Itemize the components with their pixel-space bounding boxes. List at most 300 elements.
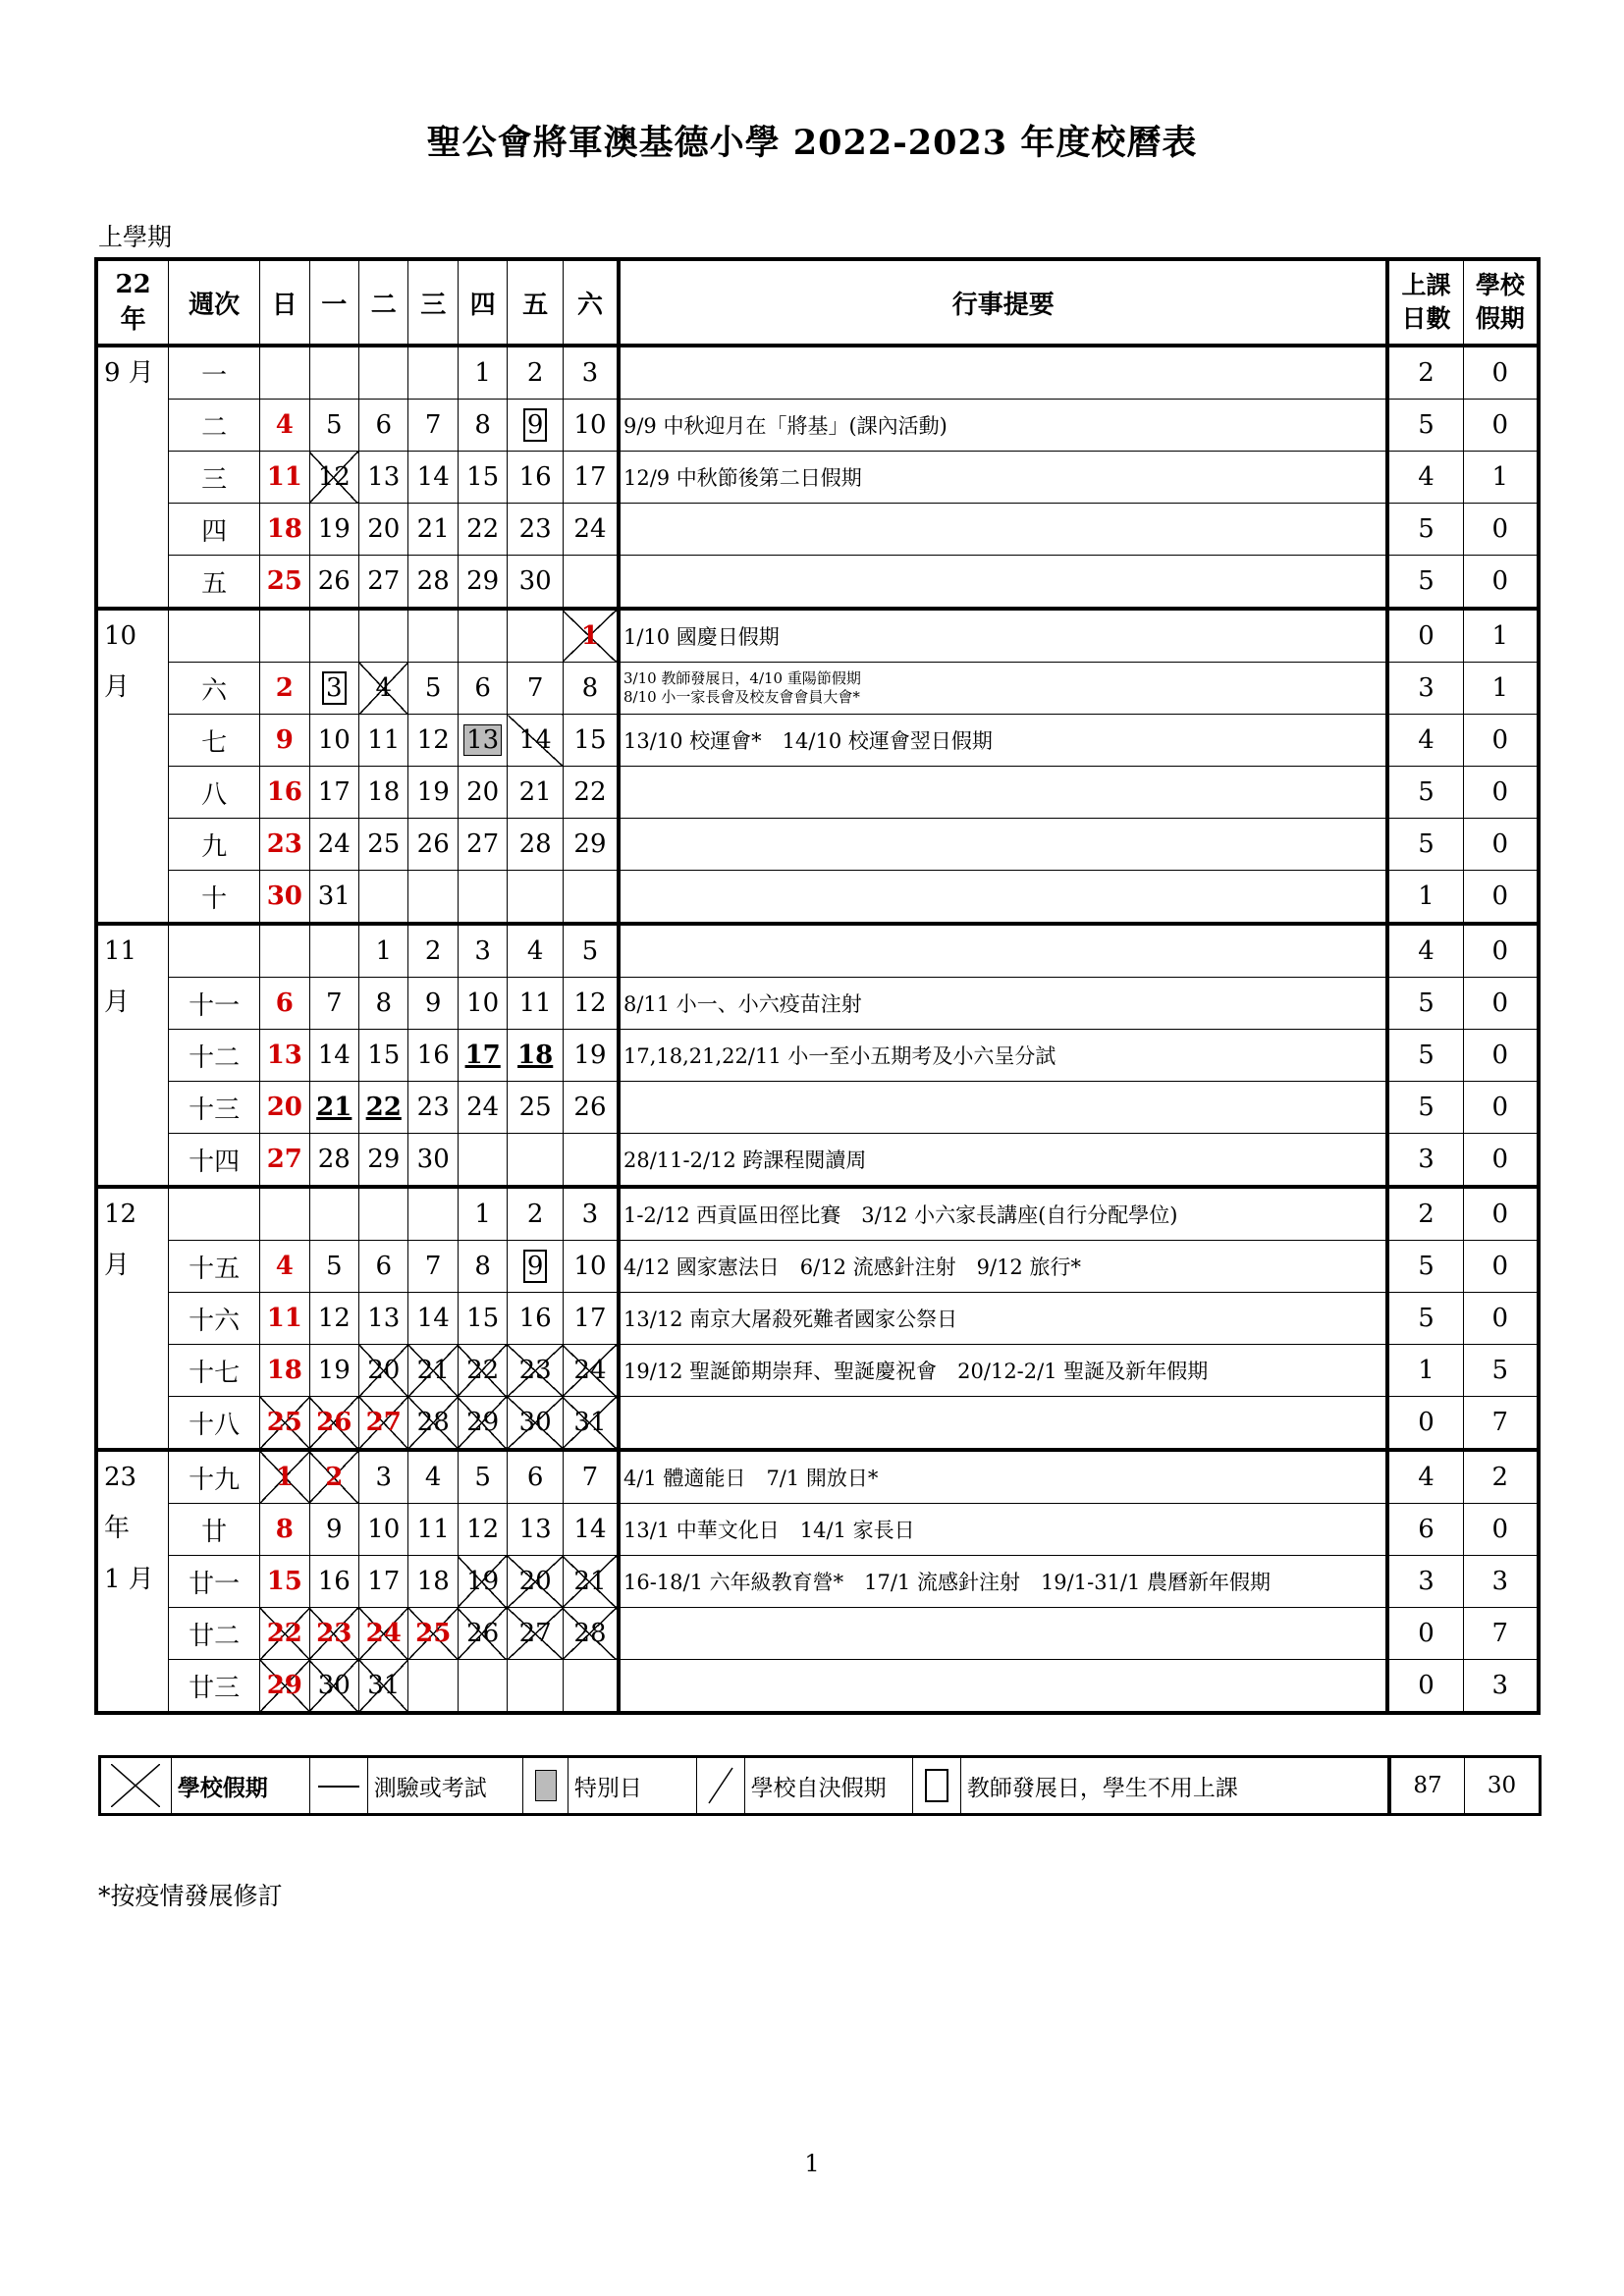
day-wed: 28 xyxy=(408,556,458,610)
day-wed: 25 xyxy=(408,1608,458,1660)
day-sat: 15 xyxy=(563,715,619,767)
day-sat: 21 xyxy=(563,1556,619,1608)
holidays-count: 0 xyxy=(1463,346,1539,400)
week-number: 廿三 xyxy=(169,1660,260,1714)
day-thu: 22 xyxy=(458,504,507,556)
events-cell: 12/9 中秋節後第二日假期 xyxy=(619,452,1387,504)
events-cell: 13/10 校運會* 14/10 校運會翌日假期 xyxy=(619,715,1387,767)
day-sat: 5 xyxy=(563,924,619,978)
schooldays-count: 0 xyxy=(1387,609,1463,663)
calendar-table xyxy=(94,257,1541,1715)
week-number: 廿 xyxy=(169,1504,260,1556)
day-fri: 4 xyxy=(508,924,564,978)
day-number: 9 xyxy=(523,1250,548,1283)
day-sun: 1 xyxy=(260,1450,309,1504)
day-mon: 31 xyxy=(309,871,358,925)
calendar-week-row xyxy=(96,871,1539,925)
holidays-count: 0 xyxy=(1463,715,1539,767)
schooldays-count: 1 xyxy=(1387,1345,1463,1397)
day-wed: 12 xyxy=(408,715,458,767)
legend-holiday-label: 學校假期 xyxy=(171,1757,309,1815)
day-thu: 20 xyxy=(458,767,507,819)
day-fri: 28 xyxy=(508,819,564,871)
day-sat: 19 xyxy=(563,1030,619,1082)
day-thu: 3 xyxy=(458,924,507,978)
day-sun: 27 xyxy=(260,1134,309,1188)
day-sun: 29 xyxy=(260,1660,309,1714)
day-fri xyxy=(508,1241,564,1293)
day-fri: 6 xyxy=(508,1450,564,1504)
day-thu: 27 xyxy=(458,819,507,871)
day-sun: 20 xyxy=(260,1082,309,1134)
day-tue: 18 xyxy=(359,767,408,819)
day-thu: 5 xyxy=(458,1450,507,1504)
day-fri: 25 xyxy=(508,1082,564,1134)
day-fri: 23 xyxy=(508,1345,564,1397)
day-wed: 26 xyxy=(408,819,458,871)
schooldays-count: 5 xyxy=(1387,1030,1463,1082)
day-mon: 16 xyxy=(309,1556,358,1608)
day-fri: 23 xyxy=(508,504,564,556)
slash-icon xyxy=(707,1766,734,1805)
calendar-body xyxy=(96,346,1539,1713)
day-tue: 17 xyxy=(359,1556,408,1608)
week-number: 二 xyxy=(169,400,260,452)
day-tue: 20 xyxy=(359,1345,408,1397)
events-cell: 8/11 小一、小六疫苗注射 xyxy=(619,978,1387,1030)
header-fri: 五 xyxy=(508,259,564,346)
schooldays-count: 0 xyxy=(1387,1397,1463,1451)
events-cell: 9/9 中秋迎月在「將基」(課內活動) xyxy=(619,400,1387,452)
day-number: 3 xyxy=(322,671,347,705)
events-cell: 4/1 體適能日 7/1 開放日* xyxy=(619,1450,1387,1504)
day-wed: 11 xyxy=(408,1504,458,1556)
month-label: 12 月 xyxy=(96,1187,169,1450)
schooldays-count: 5 xyxy=(1387,1293,1463,1345)
legend-decided-label: 學校自決假期 xyxy=(744,1757,913,1815)
week-number: 七 xyxy=(169,715,260,767)
header-week: 週次 xyxy=(169,259,260,346)
holidays-count: 0 xyxy=(1463,1293,1539,1345)
day-fri: 7 xyxy=(508,663,564,715)
day-sun xyxy=(260,924,309,978)
events-cell: 17,18,21,22/11 小一至小五期考及小六呈分試 xyxy=(619,1030,1387,1082)
day-sun: 16 xyxy=(260,767,309,819)
day-thu: 10 xyxy=(458,978,507,1030)
day-sat xyxy=(563,871,619,925)
events-cell xyxy=(619,767,1387,819)
holidays-count: 0 xyxy=(1463,871,1539,925)
day-fri: 30 xyxy=(508,1397,564,1451)
legend-decided-symbol xyxy=(697,1757,744,1815)
schooldays-count: 5 xyxy=(1387,819,1463,871)
day-sat: 29 xyxy=(563,819,619,871)
day-tue xyxy=(359,1082,408,1134)
day-mon: 7 xyxy=(309,978,358,1030)
day-number: 18 xyxy=(517,1041,554,1070)
day-thu: 24 xyxy=(458,1082,507,1134)
total-schooldays: 87 xyxy=(1389,1757,1465,1815)
day-mon: 24 xyxy=(309,819,358,871)
day-tue: 10 xyxy=(359,1504,408,1556)
day-wed: 18 xyxy=(408,1556,458,1608)
day-thu xyxy=(458,1030,507,1082)
day-wed xyxy=(408,1187,458,1241)
day-wed: 14 xyxy=(408,1293,458,1345)
schooldays-count: 5 xyxy=(1387,400,1463,452)
day-thu: 1 xyxy=(458,346,507,400)
day-thu: 8 xyxy=(458,400,507,452)
holidays-count: 0 xyxy=(1463,556,1539,610)
events-cell xyxy=(619,346,1387,400)
day-thu xyxy=(458,1660,507,1714)
day-number: 21 xyxy=(316,1093,352,1122)
day-wed: 9 xyxy=(408,978,458,1030)
week-number: 廿二 xyxy=(169,1608,260,1660)
schooldays-count: 0 xyxy=(1387,1608,1463,1660)
calendar-week-row xyxy=(96,767,1539,819)
day-sat: 3 xyxy=(563,346,619,400)
header-sat: 六 xyxy=(563,259,619,346)
day-mon: 26 xyxy=(309,556,358,610)
calendar-week-row xyxy=(96,1608,1539,1660)
week-number: 十六 xyxy=(169,1293,260,1345)
events-cell: 4/12 國家憲法日 6/12 流感針注射 9/12 旅行* xyxy=(619,1241,1387,1293)
day-sun: 15 xyxy=(260,1556,309,1608)
events-cell xyxy=(619,819,1387,871)
day-thu: 26 xyxy=(458,1608,507,1660)
schooldays-count: 6 xyxy=(1387,1504,1463,1556)
events-cell xyxy=(619,556,1387,610)
day-tue: 8 xyxy=(359,978,408,1030)
day-wed: 4 xyxy=(408,1450,458,1504)
schooldays-count: 2 xyxy=(1387,346,1463,400)
dash-icon xyxy=(318,1786,359,1788)
holidays-count: 7 xyxy=(1463,1608,1539,1660)
calendar-week-row xyxy=(96,819,1539,871)
week-number: 九 xyxy=(169,819,260,871)
calendar-week-row xyxy=(96,400,1539,452)
calendar-week-row xyxy=(96,1293,1539,1345)
holidays-count: 0 xyxy=(1463,504,1539,556)
day-fri: 13 xyxy=(508,1504,564,1556)
holidays-count: 1 xyxy=(1463,663,1539,715)
day-mon: 19 xyxy=(309,504,358,556)
events-cell xyxy=(619,871,1387,925)
month-label: 23 年 1 月 xyxy=(96,1450,169,1713)
day-fri: 2 xyxy=(508,1187,564,1241)
calendar-week-row xyxy=(96,715,1539,767)
schooldays-count: 3 xyxy=(1387,1556,1463,1608)
week-number xyxy=(169,1187,260,1241)
calendar-week-row xyxy=(96,924,1539,978)
day-wed: 5 xyxy=(408,663,458,715)
day-sun: 25 xyxy=(260,1397,309,1451)
holidays-count: 3 xyxy=(1463,1660,1539,1714)
footnote: *按疫情發展修訂 xyxy=(98,1882,283,1910)
cross-icon xyxy=(111,1764,160,1807)
schooldays-count: 3 xyxy=(1387,1134,1463,1188)
day-sat: 10 xyxy=(563,1241,619,1293)
day-thu xyxy=(458,609,507,663)
header-sun: 日 xyxy=(260,259,309,346)
day-mon xyxy=(309,346,358,400)
term-label: 上學期 xyxy=(98,223,173,251)
day-sat: 24 xyxy=(563,504,619,556)
day-sat: 17 xyxy=(563,1293,619,1345)
day-wed xyxy=(408,871,458,925)
day-thu: 19 xyxy=(458,1556,507,1608)
day-sat: 10 xyxy=(563,400,619,452)
day-fri xyxy=(508,1660,564,1714)
day-wed xyxy=(408,1660,458,1714)
calendar-week-row xyxy=(96,1504,1539,1556)
week-number: 十五 xyxy=(169,1241,260,1293)
day-tue: 25 xyxy=(359,819,408,871)
day-thu: 15 xyxy=(458,1293,507,1345)
day-tue: 1 xyxy=(359,924,408,978)
day-tue: 4 xyxy=(359,663,408,715)
day-wed: 30 xyxy=(408,1134,458,1188)
schooldays-count: 4 xyxy=(1387,715,1463,767)
events-cell: 13/12 南京大屠殺死難者國家公祭日 xyxy=(619,1293,1387,1345)
day-sun: 18 xyxy=(260,1345,309,1397)
day-thu: 29 xyxy=(458,556,507,610)
day-fri: 14 xyxy=(508,715,564,767)
header-thu: 四 xyxy=(458,259,507,346)
day-sun: 6 xyxy=(260,978,309,1030)
day-sat: 26 xyxy=(563,1082,619,1134)
events-cell xyxy=(619,1608,1387,1660)
day-mon: 12 xyxy=(309,1293,358,1345)
day-fri xyxy=(508,1030,564,1082)
day-sat: 12 xyxy=(563,978,619,1030)
day-fri xyxy=(508,609,564,663)
schooldays-count: 5 xyxy=(1387,1241,1463,1293)
day-mon xyxy=(309,1082,358,1134)
day-tue: 13 xyxy=(359,452,408,504)
day-sun: 2 xyxy=(260,663,309,715)
day-fri: 30 xyxy=(508,556,564,610)
day-mon: 14 xyxy=(309,1030,358,1082)
day-thu: 8 xyxy=(458,1241,507,1293)
week-number: 十 xyxy=(169,871,260,925)
day-sun: 9 xyxy=(260,715,309,767)
day-sun xyxy=(260,346,309,400)
holidays-count: 0 xyxy=(1463,819,1539,871)
day-mon: 2 xyxy=(309,1450,358,1504)
day-mon: 30 xyxy=(309,1660,358,1714)
week-number: 十九 xyxy=(169,1450,260,1504)
day-tue xyxy=(359,346,408,400)
day-tue: 24 xyxy=(359,1608,408,1660)
day-sat: 14 xyxy=(563,1504,619,1556)
week-number: 八 xyxy=(169,767,260,819)
holidays-count: 0 xyxy=(1463,1504,1539,1556)
events-cell: 19/12 聖誕節期崇拜、聖誕慶祝會 20/12-2/1 聖誕及新年假期 xyxy=(619,1345,1387,1397)
holidays-count: 0 xyxy=(1463,1134,1539,1188)
calendar-week-row xyxy=(96,1241,1539,1293)
events-cell xyxy=(619,1397,1387,1451)
schooldays-count: 4 xyxy=(1387,452,1463,504)
day-tue: 3 xyxy=(359,1450,408,1504)
day-sat: 3 xyxy=(563,1187,619,1241)
day-sat xyxy=(563,556,619,610)
day-sun: 4 xyxy=(260,400,309,452)
day-tue: 6 xyxy=(359,400,408,452)
day-wed: 28 xyxy=(408,1397,458,1451)
schooldays-count: 4 xyxy=(1387,924,1463,978)
day-tue: 6 xyxy=(359,1241,408,1293)
day-tue: 29 xyxy=(359,1134,408,1188)
day-thu: 15 xyxy=(458,452,507,504)
week-number: 六 xyxy=(169,663,260,715)
day-mon: 12 xyxy=(309,452,358,504)
day-fri: 27 xyxy=(508,1608,564,1660)
legend-teacher-symbol xyxy=(913,1757,960,1815)
events-cell xyxy=(619,1660,1387,1714)
day-sat: 22 xyxy=(563,767,619,819)
day-tue: 27 xyxy=(359,1397,408,1451)
day-mon xyxy=(309,609,358,663)
page-number: 1 xyxy=(804,2150,820,2177)
day-sun: 25 xyxy=(260,556,309,610)
month-label: 10 月 xyxy=(96,609,169,924)
week-number: 十一 xyxy=(169,978,260,1030)
schooldays-count: 5 xyxy=(1387,1082,1463,1134)
legend-teacher-label: 教師發展日，學生不用上課 xyxy=(960,1757,1388,1815)
holidays-count: 0 xyxy=(1463,924,1539,978)
day-sun: 18 xyxy=(260,504,309,556)
header-holidays: 學校假期 xyxy=(1463,259,1539,346)
header-schooldays: 上課日數 xyxy=(1387,259,1463,346)
week-number: 廿一 xyxy=(169,1556,260,1608)
events-cell xyxy=(619,504,1387,556)
legend-special-label: 特別日 xyxy=(568,1757,696,1815)
total-holidays: 30 xyxy=(1465,1757,1541,1815)
week-number: 三 xyxy=(169,452,260,504)
page-title: 聖公會將軍澳基德小學 2022-2023 年度校曆表 xyxy=(426,123,1198,163)
week-number xyxy=(169,609,260,663)
events-cell: 13/1 中華文化日 14/1 家長日 xyxy=(619,1504,1387,1556)
day-fri: 11 xyxy=(508,978,564,1030)
day-tue: 20 xyxy=(359,504,408,556)
calendar-week-row xyxy=(96,1450,1539,1504)
legend-exam-symbol xyxy=(310,1757,368,1815)
day-tue xyxy=(359,609,408,663)
day-sat: 28 xyxy=(563,1608,619,1660)
day-tue: 31 xyxy=(359,1660,408,1714)
events-cell: 16-18/1 六年級教育營* 17/1 流感針注射 19/1-31/1 農曆新年假期 xyxy=(619,1556,1387,1608)
calendar-week-row xyxy=(96,1134,1539,1188)
holidays-count: 0 xyxy=(1463,1082,1539,1134)
week-number: 十三 xyxy=(169,1082,260,1134)
day-fri: 21 xyxy=(508,767,564,819)
day-wed: 14 xyxy=(408,452,458,504)
schooldays-count: 5 xyxy=(1387,767,1463,819)
day-tue xyxy=(359,871,408,925)
day-mon: 17 xyxy=(309,767,358,819)
day-thu xyxy=(458,871,507,925)
legend-special-symbol xyxy=(523,1757,568,1815)
day-tue: 13 xyxy=(359,1293,408,1345)
grey-box-icon xyxy=(535,1770,557,1801)
day-fri: 16 xyxy=(508,452,564,504)
events-cell: 1-2/12 西貢區田徑比賽 3/12 小六家長講座(自行分配學位) xyxy=(619,1187,1387,1241)
events-cell xyxy=(619,924,1387,978)
day-sun: 23 xyxy=(260,819,309,871)
month-label: 11 月 xyxy=(96,924,169,1187)
calendar-week-row xyxy=(96,346,1539,400)
header-tue: 二 xyxy=(359,259,408,346)
holidays-count: 2 xyxy=(1463,1450,1539,1504)
schooldays-count: 1 xyxy=(1387,871,1463,925)
schooldays-count: 5 xyxy=(1387,504,1463,556)
week-number: 十七 xyxy=(169,1345,260,1397)
schooldays-count: 5 xyxy=(1387,556,1463,610)
day-thu: 1 xyxy=(458,1187,507,1241)
schooldays-count: 0 xyxy=(1387,1660,1463,1714)
week-number xyxy=(169,924,260,978)
week-number: 十二 xyxy=(169,1030,260,1082)
day-sun: 22 xyxy=(260,1608,309,1660)
day-number: 9 xyxy=(523,408,548,442)
day-wed: 7 xyxy=(408,1241,458,1293)
holidays-count: 1 xyxy=(1463,452,1539,504)
day-wed: 19 xyxy=(408,767,458,819)
day-sat: 31 xyxy=(563,1397,619,1451)
week-number: 一 xyxy=(169,346,260,400)
day-tue: 15 xyxy=(359,1030,408,1082)
day-fri xyxy=(508,871,564,925)
day-wed: 2 xyxy=(408,924,458,978)
day-mon: 19 xyxy=(309,1345,358,1397)
holidays-count: 5 xyxy=(1463,1345,1539,1397)
day-sun: 11 xyxy=(260,1293,309,1345)
day-fri: 2 xyxy=(508,346,564,400)
day-mon: 28 xyxy=(309,1134,358,1188)
day-sun: 11 xyxy=(260,452,309,504)
day-tue: 11 xyxy=(359,715,408,767)
header-row xyxy=(96,259,1539,346)
calendar-week-row xyxy=(96,1082,1539,1134)
calendar-week-row xyxy=(96,1660,1539,1714)
events-cell: 28/11-2/12 跨課程閱讀周 xyxy=(619,1134,1387,1188)
calendar-week-row xyxy=(96,609,1539,663)
day-number: 22 xyxy=(365,1093,402,1122)
events-cell xyxy=(619,1082,1387,1134)
holidays-count: 0 xyxy=(1463,1030,1539,1082)
holidays-count: 0 xyxy=(1463,978,1539,1030)
holidays-count: 0 xyxy=(1463,1187,1539,1241)
day-sun xyxy=(260,609,309,663)
day-wed: 21 xyxy=(408,504,458,556)
day-wed: 23 xyxy=(408,1082,458,1134)
day-sun: 8 xyxy=(260,1504,309,1556)
day-sat: 8 xyxy=(563,663,619,715)
day-sun: 4 xyxy=(260,1241,309,1293)
holidays-count: 7 xyxy=(1463,1397,1539,1451)
day-mon: 5 xyxy=(309,1241,358,1293)
day-number: 13 xyxy=(463,724,502,756)
holidays-count: 0 xyxy=(1463,767,1539,819)
header-wed: 三 xyxy=(408,259,458,346)
day-wed: 7 xyxy=(408,400,458,452)
calendar-week-row xyxy=(96,504,1539,556)
day-thu: 12 xyxy=(458,1504,507,1556)
calendar-week-row xyxy=(96,663,1539,715)
calendar-week-row xyxy=(96,1345,1539,1397)
